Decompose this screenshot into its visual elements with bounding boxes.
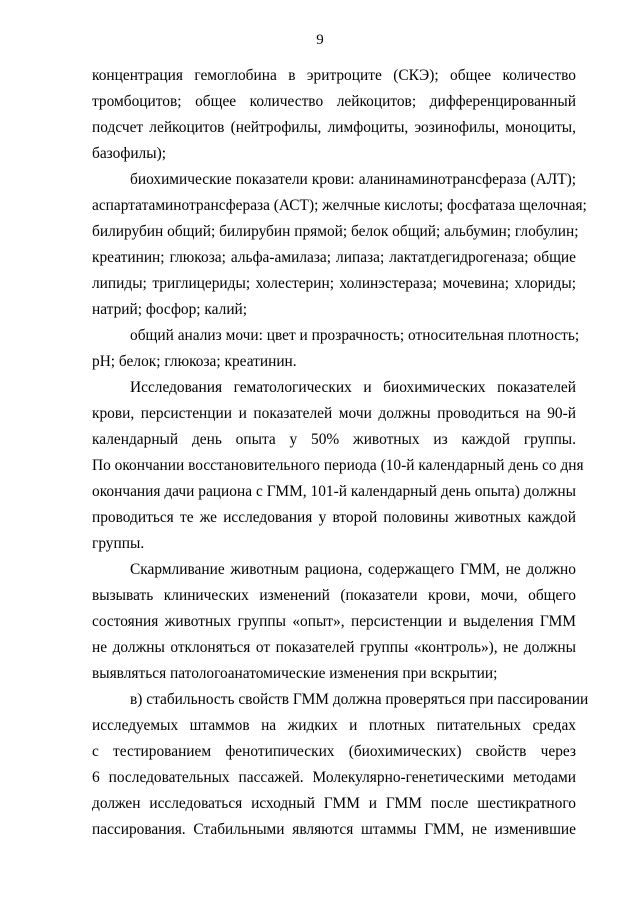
text-line: вызывать клинических изменений (показатели крови, мочи, общего xyxy=(92,587,576,604)
text-line: подсчет лейкоцитов (нейтрофилы, лимфоциты, эозинофилы, моноциты, xyxy=(92,119,576,136)
page-number: 9 xyxy=(316,32,324,48)
text-line: концентрация гемоглобина в эритроците (СКЭ); общее количество xyxy=(92,67,576,84)
text-line: биохимические показатели крови: аланинаминотрансфераза (АЛТ); xyxy=(130,171,576,188)
text-line: билирубин общий; билирубин прямой; белок общий; альбумин; глобулин; xyxy=(92,223,579,240)
text-line: крови, персистенции и показателей мочи должны проводиться на 90-й xyxy=(92,405,576,422)
text-line: группы. xyxy=(92,535,145,552)
text-line: Исследования гематологических и биохимических показателей xyxy=(130,379,576,396)
text-line: 6 последовательных пассажей. Молекулярно-генетическими методами xyxy=(92,769,576,786)
text-line: в) стабильность свойств ГММ должна проверяться при пассировании xyxy=(130,691,589,708)
text-line: аспартатаминотрансфераза (АСТ); желчные кислоты; фосфатаза щелочная; xyxy=(92,197,587,214)
text-line: базофилы); xyxy=(92,145,166,162)
text-line: креатинин; глюкоза; альфа-амилаза; липаза; лактатдегидрогеназа; общие xyxy=(92,249,576,266)
text-line: липиды; триглицериды; холестерин; холинэстераза; мочевина; хлориды; xyxy=(92,275,576,292)
text-line: состояния животных группы «опыт», персистенции и выделения ГММ xyxy=(92,613,576,630)
text-line: должен исследоваться исходный ГММ и ГММ после шестикратного xyxy=(92,795,576,812)
text-line: pH; белок; глюкоза; креатинин. xyxy=(92,353,297,370)
text-line: календарный день опыта у 50% животных из каждой группы. xyxy=(92,431,576,448)
text-line: Скармливание животным рациона, содержащего ГММ, не должно xyxy=(130,561,576,578)
text-line: По окончании восстановительного периода (10-й календарный день со дня xyxy=(92,457,584,474)
text-line: общий анализ мочи: цвет и прозрачность; относительная плотность; xyxy=(130,327,580,344)
text-line: пассирования. Стабильными являются штаммы ГММ, не изменившие xyxy=(92,821,576,838)
text-line: проводиться те же исследования у второй половины животных каждой xyxy=(92,509,576,526)
text-line: выявляться патологоанатомические изменения при вскрытии; xyxy=(92,665,498,682)
text-line: окончания дачи рациона с ГММ, 101-й календарный день опыта) должны xyxy=(92,483,576,500)
text-line: с тестированием фенотипических (биохимических) свойств через xyxy=(92,743,576,760)
text-line: исследуемых штаммов на жидких и плотных питательных средах xyxy=(92,717,576,734)
text-line: не должны отклоняться от показателей группы «контроль»), не должны xyxy=(92,639,576,656)
text-line: натрий; фосфор; калий; xyxy=(92,301,248,318)
text-line: тромбоцитов; общее количество лейкоцитов; дифференцированный xyxy=(92,93,576,110)
